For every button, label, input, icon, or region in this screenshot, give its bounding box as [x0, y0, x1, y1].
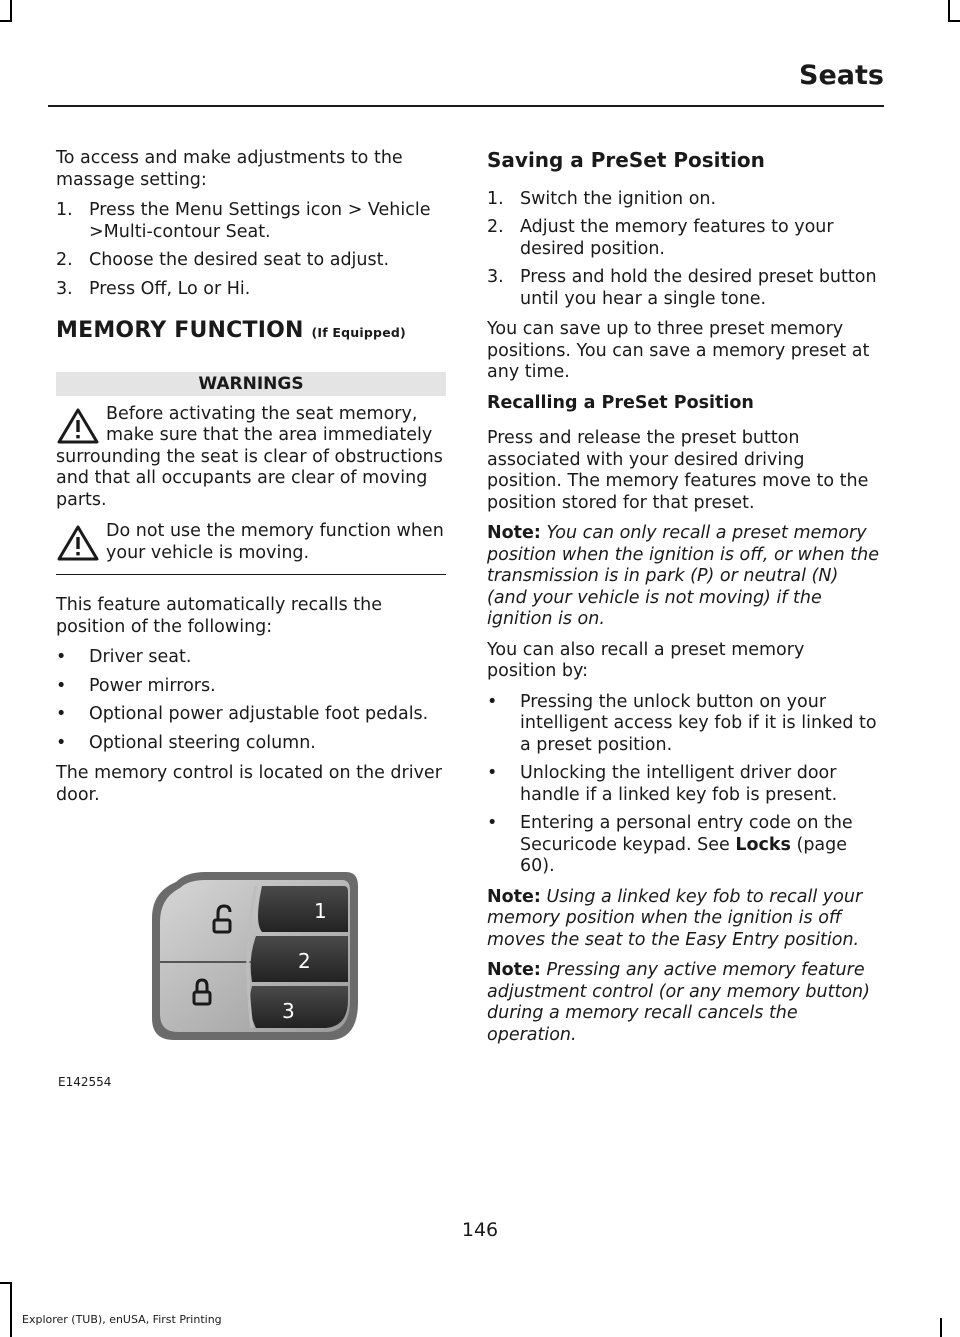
list-item: • Optional steering column. [56, 732, 316, 753]
memory-button-3: 3 [282, 999, 295, 1023]
figure-code: E142554 [58, 1075, 112, 1089]
list-item: • Optional power adjustable foot pedals. [56, 704, 429, 724]
warning-triangle-icon [56, 524, 100, 562]
note-3: Note: Pressing any active memory feature adjustment control (or any memory button) during a memory recall cancels the operation. [487, 960, 870, 1045]
list-item: 1. Switch the ignition on. [487, 188, 717, 209]
feature-list [56, 647, 446, 754]
section-title: MEMORY FUNCTION (If Equipped) [56, 318, 406, 343]
note-2: Note: Using a linked key fob to recall your memory position when the ignition is off moves the seat to the Easy Entry position. [487, 886, 863, 950]
crop-mark [948, 20, 960, 22]
list-item: • Entering a personal entry code on the Securicode keypad. See Locks (page 60). [487, 813, 853, 876]
crop-mark [10, 0, 12, 20]
crop-mark [0, 20, 12, 22]
feature-intro: This feature automatically recalls the position of the following: [56, 595, 382, 637]
list-item: • Driver seat. [56, 647, 192, 667]
crop-mark [0, 1282, 12, 1284]
section-qualifier: (If Equipped) [311, 325, 406, 340]
memory-button-1: 1 [314, 899, 327, 923]
warnings-heading: WARNINGS [56, 372, 446, 396]
list-item: 2. Adjust the memory features to your desired position. [487, 217, 834, 259]
crop-mark [10, 1282, 12, 1337]
warning-item: Do not use the memory function when your vehicle is moving. [56, 521, 446, 564]
recall-title: Recalling a PreSet Position [487, 392, 754, 413]
list-item: • Power mirrors. [56, 675, 216, 696]
list-item: 1. Press the Menu Settings icon > Vehicle >Multi-contour Seat. [56, 200, 431, 242]
crop-mark [940, 1318, 942, 1337]
location-text: The memory control is located on the driver door. [56, 763, 442, 805]
saving-steps [487, 189, 879, 311]
list-item: 2. Choose the desired seat to adjust. [56, 250, 390, 270]
warning-triangle-icon [56, 407, 100, 445]
left-column [56, 148, 446, 815]
page-number: 146 [461, 1219, 499, 1241]
list-item: 3. Press and hold the desired preset button until you hear a single tone. [487, 267, 877, 309]
memory-button-2: 2 [298, 949, 311, 973]
warning-item: Before activating the seat memory, make sure that the area immediately surrounding the seat is clear of obstructions and that all occupants are clear of moving parts. [56, 403, 443, 510]
saving-para: You can save up to three preset memory positions. You can save a memory preset at any time. [487, 319, 870, 382]
massage-steps [56, 200, 446, 300]
list-item: 3. Press Off, Lo or Hi. [56, 278, 251, 299]
header-rule [48, 105, 884, 107]
massage-intro: To access and make adjustments to the massage setting: [56, 148, 403, 190]
right-column [487, 148, 879, 1055]
memory-switch-figure [56, 862, 446, 1092]
list-item: • Unlocking the intelligent driver door handle if a linked key fob is present. [487, 763, 838, 805]
note-1: Note: You can only recall a preset memory position when the ignition is off, or when the transmission is in park (P) or neutral (N) (and your vehicle is not moving) if the ignition is on. [487, 523, 880, 629]
recall-para: Press and release the preset button associated with your desired driving position. The memory features move to the position stored for that preset. [487, 428, 869, 513]
saving-title: Saving a PreSet Position [487, 148, 765, 172]
crop-mark [948, 0, 950, 20]
locks-reference-link[interactable]: Locks [735, 834, 791, 855]
recall-methods-list [487, 692, 879, 878]
also-para: You can also recall a preset memory position by: [487, 639, 805, 681]
warnings-rule [56, 574, 446, 575]
footer-printing: Explorer (TUB), enUSA, First Printing [22, 1313, 222, 1326]
page-title: Seats [799, 60, 884, 91]
list-item: • Pressing the unlock button on your intelligent access key fob if it is linked to a preset position. [487, 691, 877, 755]
